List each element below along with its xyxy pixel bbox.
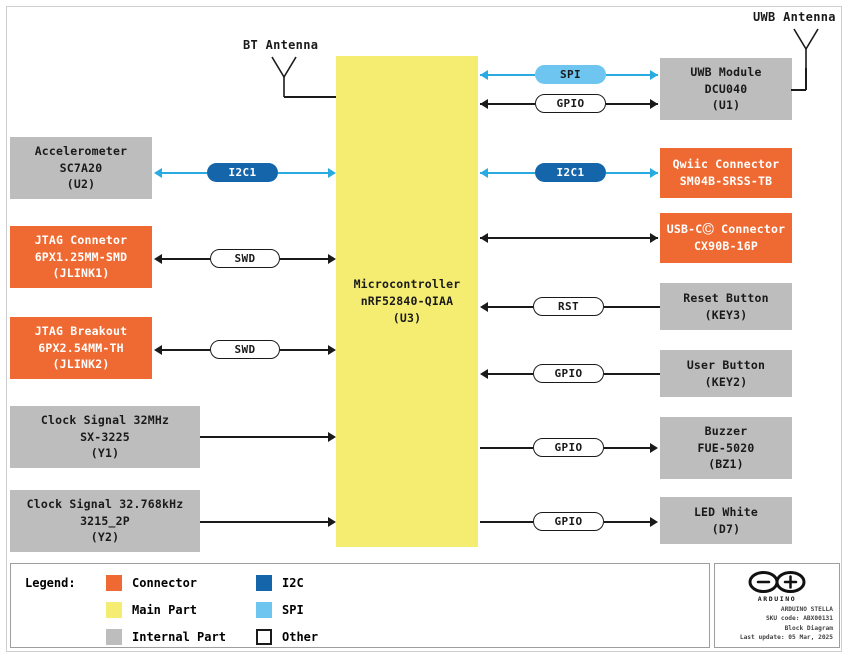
block-jtag-breakout-line-1: JTAG Breakout xyxy=(34,323,128,338)
block-uwb-module-line-1: UWB Module xyxy=(690,64,762,79)
legend-spi-label: SPI xyxy=(282,603,304,617)
title-block-meta-line-3: Block Diagram xyxy=(784,624,833,632)
bus-swd-jtag-connector[interactable]: SWD xyxy=(210,249,280,268)
block-clock-32mhz-line-2: SX-3225 xyxy=(80,429,130,444)
legend-panel xyxy=(10,563,710,648)
legend-i2c-label: I2C xyxy=(282,576,304,590)
swd-jtag-breakout-arrow-right xyxy=(328,345,336,355)
usb-c-line xyxy=(480,237,658,239)
legend-other-label: Other xyxy=(282,630,319,644)
clock-32768khz-arrow xyxy=(328,517,336,527)
rst-arrow-left xyxy=(480,302,488,312)
block-accelerometer[interactable] xyxy=(10,137,152,199)
block-clock-32768khz-line-3: (Y2) xyxy=(90,530,120,545)
bus-gpio-user-button[interactable]: GPIO xyxy=(533,364,604,383)
bt-antenna-icon xyxy=(268,55,308,100)
block-led-white-line-2: (D7) xyxy=(711,521,741,536)
gpio-user-button-line-left xyxy=(486,373,533,375)
spi-arrow-right xyxy=(650,70,658,80)
block-uwb-module-line-3: (U1) xyxy=(711,98,741,113)
legend-other xyxy=(256,629,318,645)
swd-jtag-connector-line-left xyxy=(160,258,210,260)
i2c-qwiic-arrow-right xyxy=(650,168,658,178)
title-block-meta-line-2: SKU code: ABX00131 xyxy=(765,615,833,623)
gpio-user-button-arrow-left xyxy=(480,369,488,379)
block-qwiic-connector[interactable] xyxy=(660,148,792,198)
block-usb-c-connector-line-2: CX90B-16P xyxy=(693,239,759,253)
i2c-qwiic-arrow-left xyxy=(480,168,488,178)
bus-gpio-buzzer[interactable]: GPIO xyxy=(533,438,604,457)
main-part-line-3: (U3) xyxy=(392,310,422,325)
title-block-meta-line-1: ARDUINO STELLA xyxy=(780,605,833,613)
block-jtag-breakout[interactable] xyxy=(10,317,152,379)
clock-32mhz-arrow xyxy=(328,432,336,442)
i2c-accel-line-right xyxy=(278,172,334,174)
block-jtag-connector-line-2: 6PX1.25MM-SMD xyxy=(34,249,128,264)
swd-jtag-connector-arrow-left xyxy=(154,254,162,264)
bt-antenna-label: BT Antenna xyxy=(243,38,319,52)
i2c-accel-arrow-left xyxy=(154,168,162,178)
title-block-meta xyxy=(740,605,833,643)
arduino-logo xyxy=(715,570,839,603)
uwb-antenna-connection xyxy=(791,89,806,91)
bus-spi-uwb[interactable]: SPI xyxy=(535,65,606,84)
gpio-user-button-line-right xyxy=(604,373,660,375)
gpio-buzzer-line-left xyxy=(480,447,533,449)
legend-i2c xyxy=(256,575,304,591)
title-block xyxy=(714,563,840,648)
bus-gpio-uwb[interactable]: GPIO xyxy=(535,94,606,113)
legend-connector-swatch xyxy=(106,575,122,591)
legend-title: Legend: xyxy=(25,576,76,590)
bus-gpio-led[interactable]: GPIO xyxy=(533,512,604,531)
block-qwiic-connector-line-1: Qwiic Connector xyxy=(672,157,780,172)
arduino-infinity-icon xyxy=(748,570,806,594)
block-reset-button[interactable] xyxy=(660,283,792,330)
swd-jtag-breakout-line-left xyxy=(160,349,210,351)
block-jtag-breakout-line-2: 6PX2.54MM-TH xyxy=(38,340,124,355)
block-user-button[interactable] xyxy=(660,350,792,397)
swd-jtag-connector-arrow-right xyxy=(328,254,336,264)
legend-internal-part-swatch xyxy=(106,629,122,645)
block-jtag-connector-line-1: JTAG Connetor xyxy=(34,232,128,247)
block-buzzer-line-2: FUE-5020 xyxy=(697,440,755,455)
rst-line-left xyxy=(486,306,533,308)
block-led-white[interactable] xyxy=(660,497,792,544)
gpio-led-arrow-right xyxy=(650,517,658,527)
block-jtag-breakout-line-3: (JLINK2) xyxy=(52,357,110,372)
legend-connector-label: Connector xyxy=(132,576,198,590)
block-jtag-connector[interactable] xyxy=(10,226,152,288)
block-led-white-line-1: LED White xyxy=(693,504,759,519)
gpio-led-line-right xyxy=(604,521,652,523)
legend-internal-part xyxy=(106,629,226,645)
block-uwb-module[interactable] xyxy=(660,58,792,120)
clock-32768khz-line xyxy=(200,521,334,523)
bus-i2c1-qwiic[interactable]: I2C1 xyxy=(535,163,606,182)
block-accelerometer-line-3: (U2) xyxy=(66,177,96,192)
i2c-qwiic-line-left xyxy=(480,172,535,174)
rst-line-right xyxy=(604,306,660,308)
block-clock-32768khz-line-1: Clock Signal 32.768kHz xyxy=(26,496,184,511)
legend-i2c-swatch xyxy=(256,575,272,591)
block-qwiic-connector-line-2: SM04B-SRSS-TB xyxy=(679,174,773,188)
block-usb-c-connector[interactable] xyxy=(660,213,792,263)
block-accelerometer-line-1: Accelerometer xyxy=(34,143,128,158)
block-clock-32768khz[interactable] xyxy=(10,490,200,552)
legend-main-part xyxy=(106,602,197,618)
block-user-button-line-2: (KEY2) xyxy=(704,374,748,389)
swd-jtag-connector-line-right xyxy=(280,258,334,260)
block-clock-32768khz-line-2: 3215_2P xyxy=(80,513,130,528)
bt-antenna-connection xyxy=(284,96,336,98)
legend-connector xyxy=(106,575,197,591)
legend-other-swatch xyxy=(256,629,272,645)
legend-main-part-swatch xyxy=(106,602,122,618)
legend-spi xyxy=(256,602,304,618)
gpio-uwb-line-left xyxy=(480,103,535,105)
block-uwb-module-line-2: DCU040 xyxy=(704,81,748,96)
block-clock-32mhz-line-3: (Y1) xyxy=(90,446,120,461)
block-accelerometer-line-2: SC7A20 xyxy=(59,160,103,175)
main-part-microcontroller[interactable] xyxy=(336,56,478,547)
block-jtag-connector-line-3: (JLINK1) xyxy=(52,266,110,281)
block-clock-32mhz[interactable] xyxy=(10,406,200,468)
uwb-antenna-label: UWB Antenna xyxy=(753,10,836,24)
i2c-accel-arrow-right xyxy=(328,168,336,178)
arduino-wordmark: ARDUINO xyxy=(757,595,797,603)
legend-main-part-label: Main Part xyxy=(132,603,198,617)
title-block-meta-line-4: Last update: 05 Mar, 2025 xyxy=(739,634,833,642)
block-buzzer-line-3: (BZ1) xyxy=(708,457,744,472)
gpio-buzzer-line-right xyxy=(604,447,652,449)
spi-arrow-left xyxy=(480,70,488,80)
bus-swd-jtag-breakout[interactable]: SWD xyxy=(210,340,280,359)
block-reset-button-line-1: Reset Button xyxy=(683,290,769,305)
block-buzzer-line-1: Buzzer xyxy=(704,423,748,438)
swd-jtag-breakout-arrow-left xyxy=(154,345,162,355)
block-usb-c-connector-line-1: USB-CⒸ Connector xyxy=(666,222,786,237)
gpio-uwb-arrow-right xyxy=(650,99,658,109)
spi-line-left xyxy=(480,74,535,76)
main-part-line-2: nRF52840-QIAA xyxy=(360,294,454,309)
main-part-line-1: Microcontroller xyxy=(353,277,461,292)
uwb-antenna-icon xyxy=(790,27,830,72)
bus-i2c1-accelerometer[interactable]: I2C1 xyxy=(207,163,278,182)
gpio-led-line-left xyxy=(480,521,533,523)
block-buzzer[interactable] xyxy=(660,417,792,479)
usb-c-arrow-right xyxy=(650,233,658,243)
bus-rst-reset-button[interactable]: RST xyxy=(533,297,604,316)
clock-32mhz-line xyxy=(200,436,334,438)
i2c-accel-line-left xyxy=(160,172,207,174)
usb-c-arrow-left xyxy=(480,233,488,243)
swd-jtag-breakout-line-right xyxy=(280,349,334,351)
legend-spi-swatch xyxy=(256,602,272,618)
block-clock-32mhz-line-1: Clock Signal 32MHz xyxy=(40,412,170,427)
gpio-buzzer-arrow-right xyxy=(650,443,658,453)
gpio-uwb-arrow-left xyxy=(480,99,488,109)
block-reset-button-line-2: (KEY3) xyxy=(704,307,748,322)
block-user-button-line-1: User Button xyxy=(686,357,766,372)
legend-internal-part-label: Internal Part xyxy=(132,630,226,644)
uwb-antenna-drop xyxy=(805,68,807,90)
